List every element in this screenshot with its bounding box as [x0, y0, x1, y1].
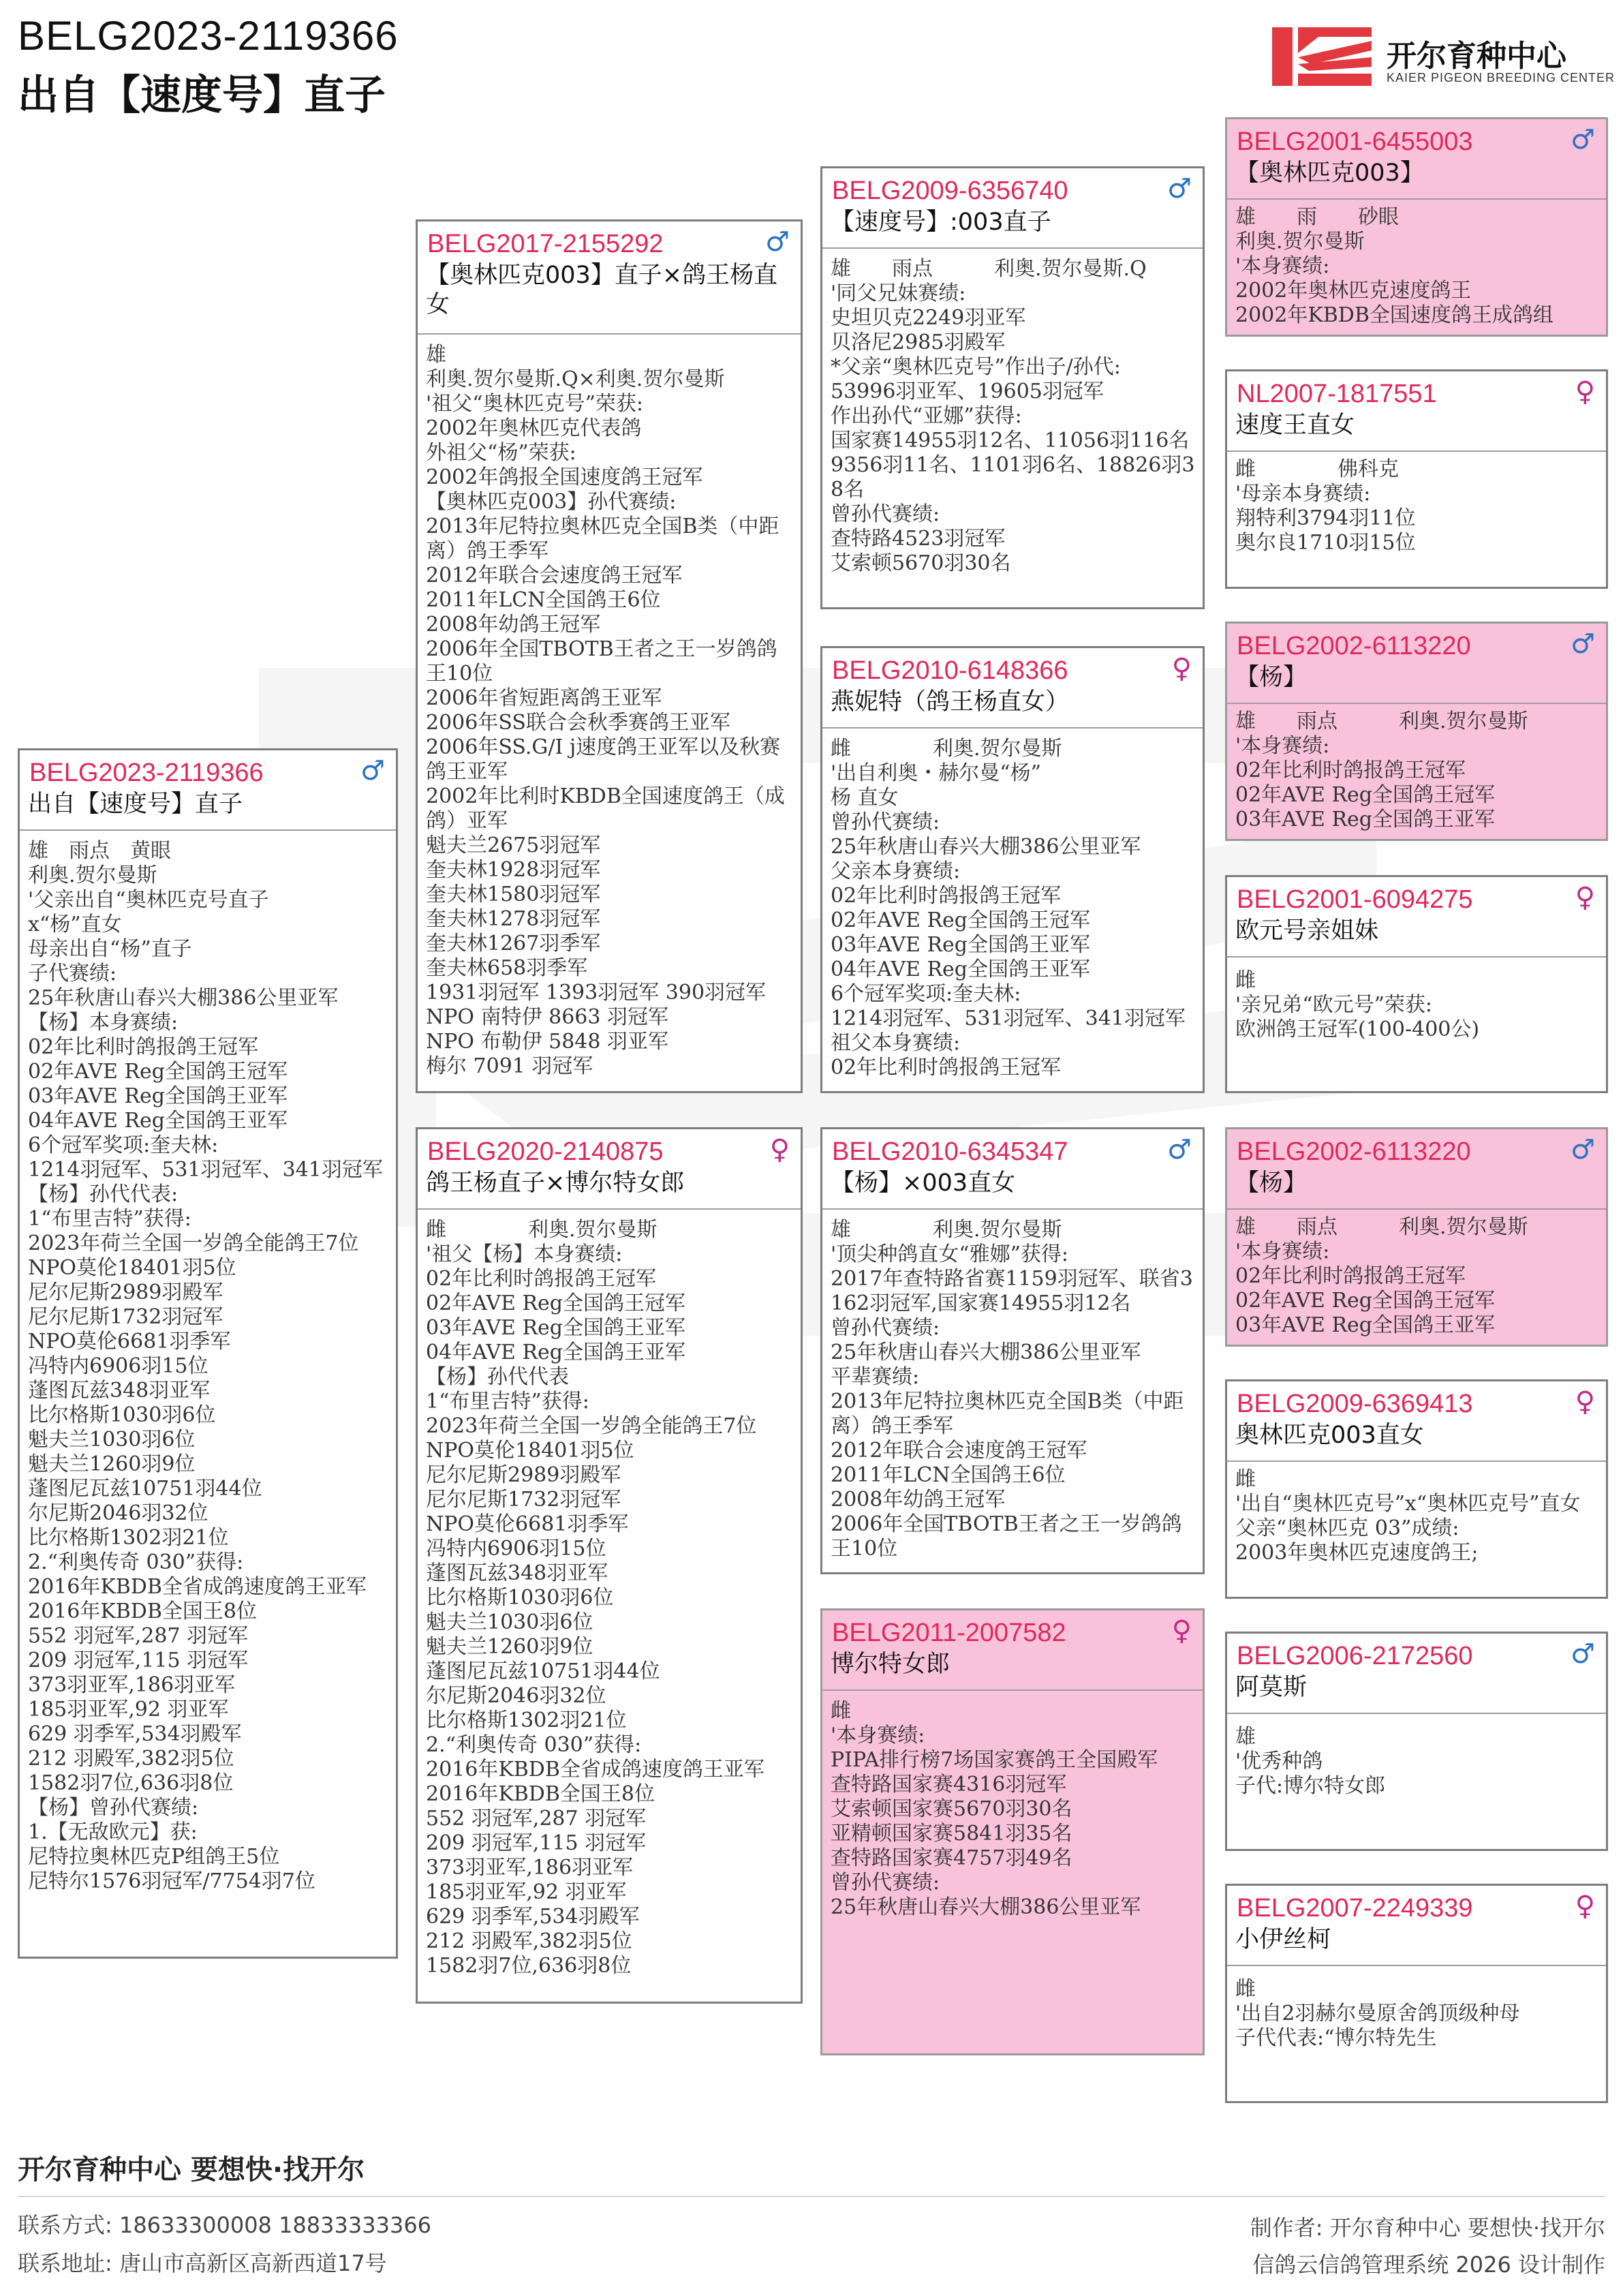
- card-note-line: 03年AVE Reg全国鸽王亚军: [1235, 808, 1495, 831]
- card-note-line: 2017年查特路省赛1159羽冠军、联省3162羽冠军,国家赛14955羽12名: [831, 1267, 1193, 1315]
- card-note-line: 25年秋唐山春兴大棚386公里亚军: [831, 1895, 1141, 1919]
- card-note-line: 子代赛绩:: [28, 962, 117, 985]
- pedigree-card-dam-dam[interactable]: [820, 1608, 1205, 2055]
- card-note-line: 欧洲鸽王冠军(100-400公): [1235, 1017, 1480, 1041]
- card-note-line: 2012年联合会速度鸽王冠军: [831, 1439, 1087, 1463]
- card-note-line: 雌: [1235, 1977, 1256, 2001]
- card-note-line: 翔特利3794羽11位: [1235, 506, 1416, 530]
- card-notes: [1235, 205, 1601, 335]
- male-sex-icon: ♂: [1167, 1134, 1192, 1165]
- card-note-line: 209 羽冠军,115 羽冠军: [28, 1649, 249, 1672]
- card-note-line: '本身赛绩:: [1235, 734, 1330, 758]
- pedigree-card-sire-sire-dam[interactable]: [1225, 369, 1608, 589]
- card-note-line: 1214羽冠军、531羽冠军、341羽冠军: [831, 1007, 1186, 1030]
- card-notes: [1235, 968, 1601, 1091]
- ring-number: BELG2020-2140875: [427, 1137, 664, 1166]
- footer-divider: [18, 2196, 1605, 2197]
- card-note-line: 奎夫林658羽季军: [426, 956, 588, 980]
- card-note-line: 552 羽冠军,287 羽冠军: [28, 1624, 249, 1648]
- card-note-line: 6个冠军奖项:奎夫林:: [831, 982, 1021, 1006]
- card-note-line: 2016年KBDB全省成鸽速度鸽王亚军: [28, 1575, 367, 1599]
- ring-number: BELG2009-6369413: [1237, 1390, 1473, 1418]
- card-note-line: 杨 直女: [831, 786, 899, 810]
- card-notes: [1235, 1977, 1601, 2101]
- card-note-line: 25年秋唐山春兴大棚386公里亚军: [28, 986, 339, 1010]
- pedigree-card-subject[interactable]: [18, 748, 398, 1959]
- card-note-line: 雄: [426, 343, 446, 367]
- card-note-line: NPO 布勒伊 5848 羽亚军: [426, 1030, 668, 1054]
- pigeon-name: 奥林匹克003直女: [1235, 1422, 1424, 1449]
- card-note-line: 奎夫林1580羽冠军: [426, 883, 601, 906]
- ring-number: BELG2017-2155292: [427, 230, 664, 258]
- card-note-line: 比尔格斯1302羽21位: [28, 1526, 229, 1550]
- pedigree-card-dam-sire-dam[interactable]: [1225, 1379, 1608, 1599]
- card-note-line: 尔尼斯2046羽32位: [426, 1684, 606, 1708]
- card-note-line: 2016年KBDB全国王8位: [28, 1599, 257, 1623]
- female-sex-icon: ♀: [1171, 1615, 1192, 1647]
- pedigree-card-dam[interactable]: [416, 1127, 803, 2004]
- card-note-line: 185羽亚军,92 羽亚军: [426, 1880, 627, 1904]
- card-note-line: 尼尔尼斯2989羽殿军: [426, 1463, 621, 1487]
- ring-number: BELG2009-6356740: [832, 177, 1068, 205]
- ring-number: BELG2002-6113220: [1237, 632, 1471, 660]
- card-note-line: 03年AVE Reg全国鸽王亚军: [831, 933, 1090, 957]
- card-notes: [831, 1218, 1197, 1572]
- card-note-line: 史坦贝克2249羽亚军: [831, 306, 1026, 330]
- pigeon-name: 博尔特女郎: [831, 1651, 950, 1678]
- card-note-line: 2002年奥林匹克速度鸽王: [1235, 279, 1472, 303]
- card-note-line: 雄 雨点 黄眼: [28, 839, 171, 863]
- card-note-line: 373羽亚军,186羽亚军: [28, 1673, 236, 1697]
- card-note-line: 母亲出自“杨”直子: [28, 937, 192, 961]
- card-note-line: 奎夫林1267羽季军: [426, 932, 601, 955]
- female-sex-icon: ♀: [1575, 1891, 1595, 1922]
- card-notes: [28, 839, 390, 1957]
- card-note-line: '出自利奥・赫尔曼“杨”: [831, 761, 1041, 785]
- card-note-line: '同父兄妹赛绩:: [831, 281, 966, 305]
- female-sex-icon: ♀: [1575, 882, 1595, 913]
- card-note-line: 629 羽季军,534羽殿军: [426, 1905, 640, 1929]
- card-note-line: 雌 利奥.贺尔曼斯: [831, 737, 1062, 761]
- card-note-line: 魁夫兰1030羽6位: [426, 1610, 593, 1634]
- card-note-line: 209 羽冠军,115 羽冠军: [426, 1831, 647, 1855]
- card-notes: [831, 737, 1197, 1091]
- pigeon-name: 速度王直女: [1235, 412, 1355, 439]
- card-note-line: 雄: [1235, 1725, 1256, 1749]
- card-note-line: 2023年荷兰全国一岁鸽全能鸽王7位: [28, 1231, 359, 1255]
- card-notes: [1235, 1467, 1601, 1597]
- card-note-line: 212 羽殿军,382羽5位: [28, 1747, 234, 1771]
- card-note-line: 03年AVE Reg全国鸽王亚军: [28, 1084, 288, 1108]
- card-note-line: 2.“利奥传奇 030”获得:: [28, 1550, 244, 1574]
- card-note-line: 185羽亚军,92 羽亚军: [28, 1698, 229, 1721]
- ring-number: BELG2023-2119366: [29, 759, 264, 787]
- male-sex-icon: ♂: [1167, 173, 1192, 204]
- ring-number: NL2007-1817551: [1237, 380, 1437, 408]
- card-note-line: 2006年SS.G/I j速度鸽王亚军以及秋赛鸽王亚军: [426, 735, 781, 784]
- card-note-line: 祖父本身赛绩:: [831, 1031, 961, 1055]
- pedigree-card-sire-sire-sire[interactable]: [1225, 117, 1608, 337]
- card-notes: [426, 343, 795, 1091]
- card-note-line: 外祖父“杨”荣获:: [426, 441, 576, 465]
- card-note-line: 尼特尔1576羽冠军/7754羽7位: [28, 1869, 315, 1893]
- card-note-line: 父亲本身赛绩:: [831, 859, 961, 883]
- card-note-line: NPO莫伦18401羽5位: [426, 1439, 634, 1463]
- card-note-line: 02年比利时鸽报鸽王冠军: [831, 1056, 1062, 1080]
- card-note-line: 尼尔尼斯1732羽冠军: [28, 1305, 223, 1329]
- pigeon-name: 欧元号亲姐妹: [1235, 917, 1379, 945]
- card-note-line: '出自“奥林匹克号”x“奥林匹克号”直女: [1235, 1492, 1581, 1516]
- card-note-line: 魁夫兰1260羽9位: [426, 1635, 593, 1659]
- card-note-line: '父亲出自“奥林匹克号直子: [28, 888, 269, 912]
- ring-number: BELG2010-6345347: [832, 1137, 1068, 1166]
- card-note-line: 曾孙代赛绩:: [831, 1871, 940, 1895]
- card-note-line: 奥尔良1710羽15位: [1235, 531, 1416, 555]
- card-note-line: 2002年KBDB全国速度鸽王成鸽组: [1235, 303, 1554, 327]
- pedigree-card-dam-sire-sire[interactable]: [1225, 1127, 1608, 1347]
- card-note-line: '亲兄弟“欧元号”荣获:: [1235, 993, 1433, 1017]
- card-note-line: 蓬图尼瓦兹10751羽44位: [426, 1659, 660, 1683]
- logo-name-cn: 开尔育种中心: [1387, 39, 1566, 74]
- card-note-line: '祖父“奥林匹克号”荣获:: [426, 392, 644, 416]
- card-note-line: 冯特内6906羽15位: [28, 1354, 208, 1378]
- card-note-line: 【杨】孙代代表: [426, 1365, 569, 1389]
- card-note-line: 雄 利奥.贺尔曼斯: [831, 1218, 1062, 1242]
- card-note-line: 53996羽亚军、19605羽冠军: [831, 380, 1104, 403]
- card-note-line: 雄 雨点 利奥.贺尔曼斯: [1235, 1215, 1528, 1239]
- footer-system: 信鸽云信鸽管理系统 2026 设计制作: [1252, 2252, 1605, 2278]
- card-note-line: 02年比利时鸽报鸽王冠军: [1235, 1264, 1466, 1288]
- ring-number: BELG2011-2007582: [832, 1619, 1066, 1647]
- ring-number: BELG2010-6148366: [832, 656, 1068, 685]
- female-sex-icon: ♀: [1171, 653, 1192, 684]
- card-note-line: 2002年比利时KBDB全国速度鸽王（成鸽）亚军: [426, 784, 785, 833]
- card-note-line: 04年AVE Reg全国鸽王亚军: [28, 1109, 288, 1133]
- footer-brand: 开尔育种中心 要想快·找开尔: [18, 2154, 365, 2186]
- pedigree-card-sire[interactable]: [416, 219, 803, 1093]
- card-note-line: 629 羽季军,534羽殿军: [28, 1722, 242, 1746]
- pigeon-name: 【奥林匹克003】: [1235, 159, 1424, 187]
- pedigree-card-sire-sire[interactable]: [820, 166, 1205, 609]
- card-note-line: 25年秋唐山春兴大棚386公里亚军: [831, 1341, 1141, 1364]
- footer-address: 联系地址: 唐山市高新区高新西道17号: [18, 2250, 387, 2276]
- card-note-line: 曾孙代赛绩:: [831, 502, 940, 526]
- card-note-line: 雌: [831, 1699, 851, 1723]
- card-note-line: 艾索顿5670羽30名: [831, 551, 1011, 575]
- male-sex-icon: ♂: [1571, 1638, 1595, 1670]
- female-sex-icon: ♀: [769, 1134, 790, 1165]
- card-note-line: 1“布里吉特”获得:: [28, 1207, 191, 1231]
- card-note-line: 2006年SS联合会秋季赛鸽王亚军: [426, 711, 730, 735]
- footer-maker: 制作者: 开尔育种中心 要想快·找开尔: [1250, 2215, 1605, 2241]
- card-note-line: 比尔格斯1030羽6位: [28, 1403, 216, 1427]
- pedigree-card-sire-dam-sire[interactable]: [1225, 622, 1608, 841]
- card-note-line: NPO莫伦6681羽季军: [426, 1512, 629, 1536]
- card-note-line: 2008年幼鸽王冠军: [426, 613, 601, 637]
- card-note-line: '出自2羽赫尔曼原舍鸽顶级种母: [1235, 2002, 1520, 2025]
- ring-number: BELG2002-6113220: [1237, 1137, 1471, 1166]
- card-note-line: 2016年KBDB全国王8位: [426, 1782, 655, 1806]
- card-notes: [1235, 709, 1601, 839]
- card-note-line: 1582羽7位,636羽8位: [28, 1771, 234, 1795]
- card-note-line: 平辈赛绩:: [831, 1365, 920, 1389]
- pedigree-card-sire-dam-dam[interactable]: [1225, 875, 1608, 1093]
- card-note-line: 查特路国家赛4757羽49名: [831, 1846, 1072, 1870]
- card-note-line: 尼尔尼斯2989羽殿军: [28, 1281, 223, 1304]
- card-note-line: 02年AVE Reg全国鸽王冠军: [1235, 1289, 1495, 1313]
- card-note-line: 梅尔 7091 羽冠军: [426, 1054, 593, 1078]
- card-note-line: 03年AVE Reg全国鸽王亚军: [426, 1316, 685, 1340]
- card-note-line: 2012年联合会速度鸽王冠军: [426, 564, 683, 587]
- card-note-line: 6个冠军奖项:奎夫林:: [28, 1133, 219, 1157]
- card-notes: [426, 1218, 795, 2002]
- card-note-line: 02年比利时鸽报鸽王冠军: [1235, 759, 1466, 782]
- male-sex-icon: ♂: [360, 755, 385, 786]
- card-notes: [831, 257, 1197, 607]
- card-note-line: 作出孙代“亚娜”获得:: [831, 404, 1022, 428]
- pedigree-card-dam-sire[interactable]: [820, 1127, 1205, 1574]
- card-note-line: 1931羽冠军 1393羽冠军 390羽冠军: [426, 981, 767, 1005]
- female-sex-icon: ♀: [1575, 1386, 1595, 1418]
- pigeon-name: 【杨】: [1235, 1169, 1308, 1197]
- card-note-line: 02年比利时鸽报鸽王冠军: [28, 1035, 259, 1059]
- card-note-line: 552 羽冠军,287 羽冠军: [426, 1807, 647, 1831]
- card-notes: [1235, 457, 1601, 587]
- card-note-line: 2008年幼鸽王冠军: [831, 1488, 1006, 1512]
- male-sex-icon: ♂: [1571, 124, 1595, 155]
- pedigree-card-sire-dam[interactable]: [820, 646, 1205, 1093]
- pigeon-name: 阿莫斯: [1235, 1674, 1308, 1701]
- card-note-line: PIPA排行榜7场国家赛鸽王全国殿军: [831, 1748, 1158, 1772]
- card-note-line: 02年AVE Reg全国鸽王冠军: [1235, 783, 1495, 807]
- card-note-line: '优秀种鸽: [1235, 1749, 1323, 1773]
- card-note-line: 373羽亚军,186羽亚军: [426, 1856, 634, 1880]
- card-note-line: 2006年全国TBOTB王者之王一岁鸽鸽王10位: [426, 637, 777, 686]
- pigeon-name: 出自【速度号】直子: [28, 791, 243, 818]
- ring-number: BELG2001-6094275: [1237, 885, 1473, 914]
- card-note-line: 04年AVE Reg全国鸽王亚军: [426, 1341, 685, 1364]
- card-note-line: 曾孙代赛绩:: [831, 810, 940, 834]
- card-note-line: 02年AVE Reg全国鸽王冠军: [28, 1060, 288, 1084]
- card-note-line: 雌: [1235, 1467, 1256, 1491]
- card-note-line: 奎夫林1278羽冠军: [426, 907, 601, 931]
- card-note-line: 曾孙代赛绩:: [831, 1316, 940, 1340]
- card-note-line: 【奥林匹克003】孙代赛绩:: [426, 490, 677, 514]
- card-notes: [1235, 1215, 1601, 1345]
- card-note-line: 查特路4523羽冠军: [831, 527, 1006, 551]
- pedigree-card-dam-dam-dam[interactable]: [1225, 1884, 1608, 2103]
- card-note-line: 艾索顿国家赛5670羽30名: [831, 1797, 1072, 1821]
- card-note-line: '本身赛绩:: [831, 1724, 925, 1747]
- card-note-line: 魁夫兰2675羽冠军: [426, 833, 601, 857]
- card-note-line: 2016年KBDB全省成鸽速度鸽王亚军: [426, 1758, 764, 1781]
- card-note-line: 雌 佛科克: [1235, 457, 1399, 481]
- card-note-line: 03年AVE Reg全国鸽王亚军: [1235, 1313, 1495, 1337]
- card-note-line: 蓬图瓦兹348羽亚军: [426, 1561, 608, 1585]
- card-note-line: '母亲本身赛绩:: [1235, 482, 1371, 506]
- pigeon-name: 【杨】: [1235, 664, 1308, 691]
- card-note-line: *父亲“奥林匹克号”作出子/孙代:: [831, 355, 1121, 379]
- card-note-line: 2006年省短距离鸽王亚军: [426, 686, 662, 710]
- card-note-line: 尼尔尼斯1732羽冠军: [426, 1488, 621, 1512]
- card-note-line: 2003年奥林匹克速度鸽王;: [1235, 1541, 1479, 1565]
- card-note-line: 【杨】本身赛绩:: [28, 1011, 179, 1035]
- card-note-line: 02年AVE Reg全国鸽王冠军: [831, 908, 1090, 932]
- card-note-line: 雄 雨 砂眼: [1235, 205, 1399, 229]
- card-note-line: 04年AVE Reg全国鸽王亚军: [831, 958, 1090, 981]
- card-note-line: 查特路国家赛4316羽冠军: [831, 1773, 1067, 1796]
- kaier-logo-mark-icon: [1271, 26, 1373, 87]
- card-note-line: 冯特内6906羽15位: [426, 1537, 606, 1561]
- card-note-line: 【杨】孙代代表:: [28, 1182, 179, 1206]
- card-note-line: 1“布里吉特”获得:: [426, 1390, 589, 1413]
- pigeon-name: 【速度号】:003直子: [831, 209, 1051, 236]
- card-note-line: 子代:博尔特女郎: [1235, 1774, 1386, 1798]
- card-note-line: 2013年尼特拉奥林匹克全国B类（中距离）鸽王季军: [831, 1390, 1184, 1438]
- card-note-line: 【杨】曾孙代赛绩:: [28, 1796, 199, 1820]
- pigeon-name: 【杨】×003直女: [831, 1169, 1016, 1197]
- card-notes: [831, 1699, 1197, 2053]
- card-note-line: 子代代表:“博尔特先生: [1235, 2026, 1437, 2050]
- pedigree-card-dam-dam-sire[interactable]: [1225, 1632, 1608, 1851]
- card-note-line: 2011年LCN全国鸽王6位: [426, 588, 661, 612]
- card-note-line: 雄 雨点 利奥.贺尔曼斯: [1235, 709, 1528, 733]
- card-note-line: '祖父【杨】本身赛绩:: [426, 1242, 623, 1266]
- male-sex-icon: ♂: [1571, 1134, 1595, 1165]
- card-note-line: 2023年荷兰全国一岁鸽全能鸽王7位: [426, 1414, 757, 1438]
- card-note-line: 比尔格斯1302羽21位: [426, 1709, 627, 1732]
- pigeon-name: 燕妮特（鸽王杨直女）: [831, 688, 1070, 716]
- card-note-line: 02年比利时鸽报鸽王冠军: [831, 884, 1062, 908]
- page-subtitle: 出自【速度号】直子: [18, 72, 386, 119]
- card-note-line: x“杨”直女: [28, 913, 122, 936]
- card-note-line: 02年AVE Reg全国鸽王冠军: [426, 1291, 685, 1315]
- kaier-logo: [1271, 26, 1616, 94]
- card-note-line: 9356羽11名、1101羽6名、18826羽38名: [831, 453, 1195, 502]
- card-note-line: 利奥.贺尔曼斯: [28, 863, 157, 887]
- card-note-line: 蓬图尼瓦兹10751羽44位: [28, 1477, 262, 1501]
- card-note-line: 魁夫兰1030羽6位: [28, 1428, 196, 1452]
- card-note-line: '本身赛绩:: [1235, 254, 1330, 278]
- card-note-line: 02年比利时鸽报鸽王冠军: [426, 1267, 657, 1291]
- card-note-line: 雄 雨点 利奥.贺尔曼斯.Q: [831, 257, 1147, 281]
- card-note-line: 2002年鸽报全国速度鸽王冠军: [426, 465, 703, 489]
- card-note-line: 25年秋唐山春兴大棚386公里亚军: [831, 835, 1141, 859]
- card-note-line: '本身赛绩:: [1235, 1240, 1330, 1264]
- card-note-line: 2011年LCN全国鸽王6位: [831, 1463, 1066, 1487]
- card-note-line: 2002年奥林匹克代表鸽: [426, 416, 642, 440]
- card-note-line: 利奥.贺尔曼斯: [1235, 230, 1365, 254]
- male-sex-icon: ♂: [765, 226, 790, 258]
- card-note-line: 尔尼斯2046羽32位: [28, 1501, 208, 1525]
- page-ring-number: BELG2023-2119366: [18, 13, 399, 59]
- card-note-line: 国家赛14955羽12名、11056羽116名: [831, 429, 1190, 453]
- card-note-line: 1214羽冠军、531羽冠军、341羽冠军: [28, 1158, 383, 1182]
- logo-name-en: KAIER PIGEON BREEDING CENTER: [1387, 71, 1616, 85]
- card-note-line: 魁夫兰1260羽9位: [28, 1452, 196, 1476]
- card-note-line: 212 羽殿军,382羽5位: [426, 1929, 632, 1953]
- card-note-line: 利奥.贺尔曼斯.Q×利奥.贺尔曼斯: [426, 367, 725, 391]
- footer-contact: 联系方式: 18633300008 18833333366: [18, 2212, 432, 2238]
- card-note-line: 2.“利奥传奇 030”获得:: [426, 1733, 642, 1757]
- female-sex-icon: ♀: [1575, 376, 1595, 408]
- card-note-line: 雌: [1235, 968, 1256, 992]
- card-note-line: 尼特拉奥林匹克P组鸽王5位: [28, 1845, 280, 1869]
- card-note-line: 2006年全国TBOTB王者之王一岁鸽鸽王10位: [831, 1512, 1182, 1561]
- card-note-line: NPO 南特伊 8663 羽冠军: [426, 1005, 668, 1029]
- pigeon-name: 小伊丝柯: [1235, 1926, 1331, 1953]
- card-note-line: 亚精顿国家赛5841羽35名: [831, 1822, 1072, 1846]
- card-note-line: 1.【无敌欧元】获:: [28, 1820, 198, 1844]
- male-sex-icon: ♂: [1571, 628, 1595, 660]
- card-note-line: 比尔格斯1030羽6位: [426, 1586, 614, 1610]
- card-note-line: 贝洛尼2985羽殿军: [831, 331, 1006, 354]
- card-note-line: 1582羽7位,636羽8位: [426, 1954, 632, 1978]
- card-note-line: NPO莫伦18401羽5位: [28, 1256, 236, 1280]
- ring-number: BELG2006-2172560: [1237, 1642, 1473, 1670]
- ring-number: BELG2007-2249339: [1237, 1894, 1473, 1923]
- pigeon-name: 鸽王杨直子×博尔特女郎: [426, 1169, 685, 1197]
- card-notes: [1235, 1725, 1601, 1849]
- card-note-line: 蓬图瓦兹348羽亚军: [28, 1379, 211, 1403]
- card-note-line: 父亲“奥林匹克 03”成绩:: [1235, 1516, 1459, 1540]
- card-note-line: NPO莫伦6681羽季军: [28, 1330, 231, 1353]
- ring-number: BELG2001-6455003: [1237, 127, 1473, 156]
- card-note-line: 2013年尼特拉奥林匹克全国B类（中距离）鸽王季军: [426, 515, 779, 563]
- card-note-line: '顶尖种鸽直女“雅娜”获得:: [831, 1242, 1069, 1266]
- pigeon-name: 【奥林匹克003】直子×鸽王杨直女: [426, 262, 778, 318]
- card-note-line: 雌 利奥.贺尔曼斯: [426, 1218, 658, 1242]
- card-note-line: 奎夫林1928羽冠军: [426, 858, 601, 882]
